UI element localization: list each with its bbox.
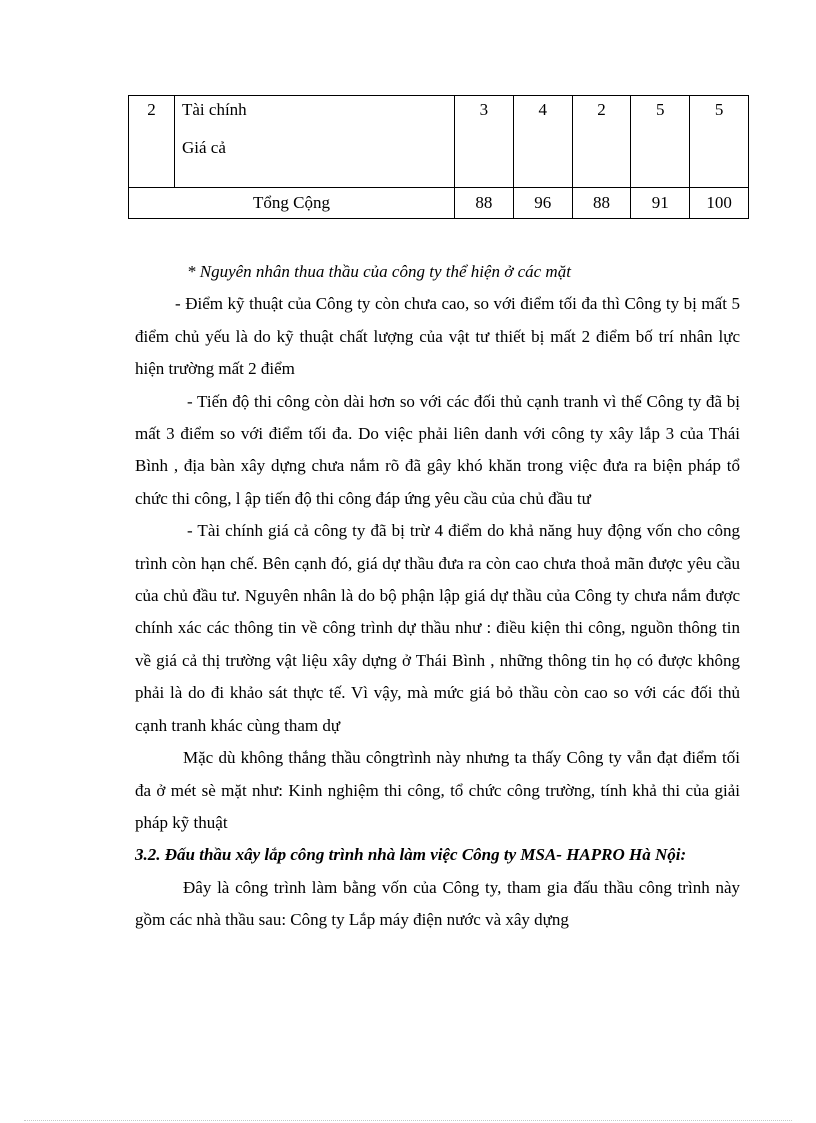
criteria-name: Tài chính xyxy=(182,100,247,119)
paragraph-schedule: - Tiến độ thi công còn dài hơn so với các đối thủ cạnh tranh vì thế Công ty đã bị mất 3 điểm so với điểm tối đa. Do việc phải liên danh với công ty xây lắp 3 của Thái Bình , địa bàn xây dựng chưa nắm rõ đã gây khó khăn trong việc đưa ra biện pháp tổ chức thi công, l ập tiến độ thi công đáp ứng yêu cầu của chủ đầu tư xyxy=(135,391,740,508)
score-cell: 2 xyxy=(572,96,631,188)
paragraph-summary: Mặc dù không thắng thầu côngtrình này nhưng ta thấy Công ty vẫn đạt điểm tối đa ở mét sè mặt như: Kinh nghiệm thi công, tổ chức công trường, tính khả thi của giải pháp kỹ thuật xyxy=(135,748,740,832)
total-label: Tổng Cộng xyxy=(129,188,455,219)
score-cell: 3 xyxy=(455,96,514,188)
page-divider xyxy=(24,1120,792,1121)
paragraph-technical: - Điểm kỹ thuật của Công ty còn chưa cao, so với điểm tối đa thì Công ty bị mất 5 điểm chủ yếu là do kỹ thuật chất lượng của vật tư thiết bị mất 2 điểm bố trí nhân lực hiện trường mất 2 điểm xyxy=(135,294,740,379)
score-cell: 5 xyxy=(631,96,690,188)
paragraph-finance: - Tài chính giá cả công ty đã bị trừ 4 điểm do khả năng huy động vốn cho công trình còn hạn chế. Bên cạnh đó, giá dự thầu đưa ra còn cao chưa thoả mãn được yêu cầu của chủ đầu tư. Nguyên nhân là do bộ phận lập giá dự thầu của Công ty chưa nắm được chính xác các thông tin về công trình dự thầu như : điều kiện thi công, nguồn thông tin về giá cả thị trường vật liệu xây dựng ở Thái Bình , những thông tin họ có được không phải là do đi khảo sát thực tế. Vì vậy, mà mức giá bỏ thầu còn cao so với các đối thủ cạnh tranh khác cùng tham dự xyxy=(135,521,740,735)
total-cell: 91 xyxy=(631,188,690,219)
total-row xyxy=(129,188,749,219)
total-cell: 100 xyxy=(690,188,749,219)
table-row xyxy=(129,96,749,188)
row-number: 2 xyxy=(129,96,175,188)
total-cell: 88 xyxy=(572,188,631,219)
score-cell: 4 xyxy=(513,96,572,188)
document-body xyxy=(135,256,740,937)
total-cell: 88 xyxy=(455,188,514,219)
score-cell: 5 xyxy=(690,96,749,188)
note-line: * Nguyên nhân thua thầu của công ty thể hiện ở các mặt xyxy=(187,262,571,281)
criteria-subname: Giá cả xyxy=(182,138,226,157)
total-cell: 96 xyxy=(513,188,572,219)
criteria-cell xyxy=(175,96,455,188)
section-heading: 3.2. Đấu thầu xây lắp công trình nhà làm việc Công ty MSA- HAPRO Hà Nội: xyxy=(135,845,687,865)
paragraph-intro: Đây là công trình làm bằng vốn của Công ty, tham gia đấu thầu công trình này gồm các nhà thầu sau: Công ty Lắp máy điện nước và xây dựng xyxy=(135,877,740,930)
score-table xyxy=(128,95,749,219)
